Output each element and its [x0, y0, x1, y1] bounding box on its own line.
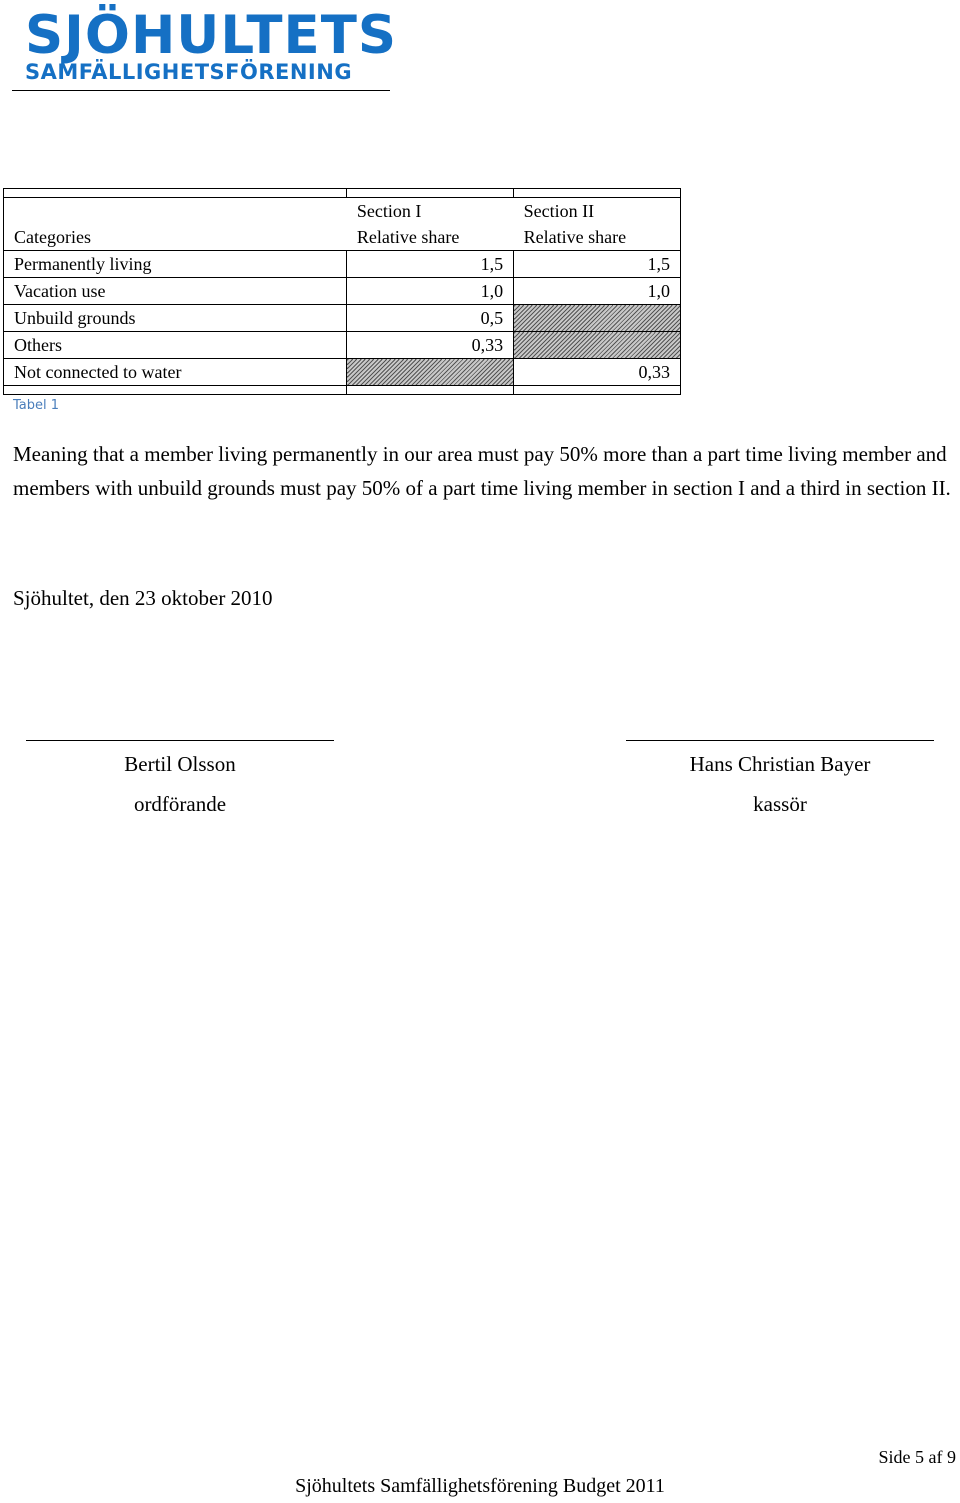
header-rule — [12, 90, 390, 91]
signatory-role: kassör — [753, 792, 807, 816]
section-2-value: 1,0 — [514, 278, 681, 305]
column-header-row — [4, 224, 681, 251]
empty-header-cell — [4, 198, 347, 225]
section-2-value: 0,33 — [514, 359, 681, 386]
logo-subtitle: SAMFÄLLIGHETSFÖRENING — [25, 60, 353, 84]
category-cell: Not connected to water — [4, 359, 347, 386]
footer-text: Sjöhultets Samfällighetsförening Budget 2011 — [295, 1475, 665, 1497]
relative-share-table — [3, 188, 681, 395]
not-applicable-cell — [514, 332, 681, 359]
explanation-paragraph: Meaning that a member living permanently in our area must pay 50% more than a part time living member and members with unbuild grounds must pay 50% of a part time living member in section I and a third in section II. — [13, 442, 951, 500]
not-applicable-cell — [514, 305, 681, 332]
table-bottom-spacer — [4, 386, 681, 395]
table-row — [4, 251, 681, 278]
association-logo — [25, 5, 398, 84]
category-cell: Others — [4, 332, 347, 359]
place-date: Sjöhultet, den 23 oktober 2010 — [13, 586, 273, 610]
section-1-share-header: Relative share — [347, 224, 514, 251]
table-row — [4, 332, 681, 359]
signature-line — [26, 740, 334, 741]
category-cell: Permanently living — [4, 251, 347, 278]
logo-title: SJÖHULTETS — [25, 5, 398, 66]
signature-line — [626, 740, 934, 741]
table-caption: Tabel 1 — [13, 398, 60, 413]
table-top-spacer — [4, 189, 681, 198]
category-cell: Unbuild grounds — [4, 305, 347, 332]
table-row — [4, 278, 681, 305]
signature-chairman — [26, 740, 334, 819]
section-2-share-header: Relative share — [514, 224, 681, 251]
section-1-value: 0,5 — [347, 305, 514, 332]
table-row — [4, 305, 681, 332]
signature-treasurer — [626, 740, 934, 819]
signatory-name: Bertil Olsson — [124, 752, 236, 776]
not-applicable-cell — [347, 359, 514, 386]
categories-header: Categories — [4, 224, 347, 251]
section-header-row — [4, 198, 681, 225]
section-1-header: Section I — [347, 198, 514, 225]
category-cell: Vacation use — [4, 278, 347, 305]
section-1-value: 1,5 — [347, 251, 514, 278]
signatory-name: Hans Christian Bayer — [689, 752, 871, 776]
table-row — [4, 359, 681, 386]
page-number: Side 5 af 9 — [878, 1447, 956, 1467]
section-1-value: 1,0 — [347, 278, 514, 305]
section-1-value: 0,33 — [347, 332, 514, 359]
signatory-role: ordförande — [133, 792, 227, 816]
section-2-value: 1,5 — [514, 251, 681, 278]
section-2-header: Section II — [514, 198, 681, 225]
